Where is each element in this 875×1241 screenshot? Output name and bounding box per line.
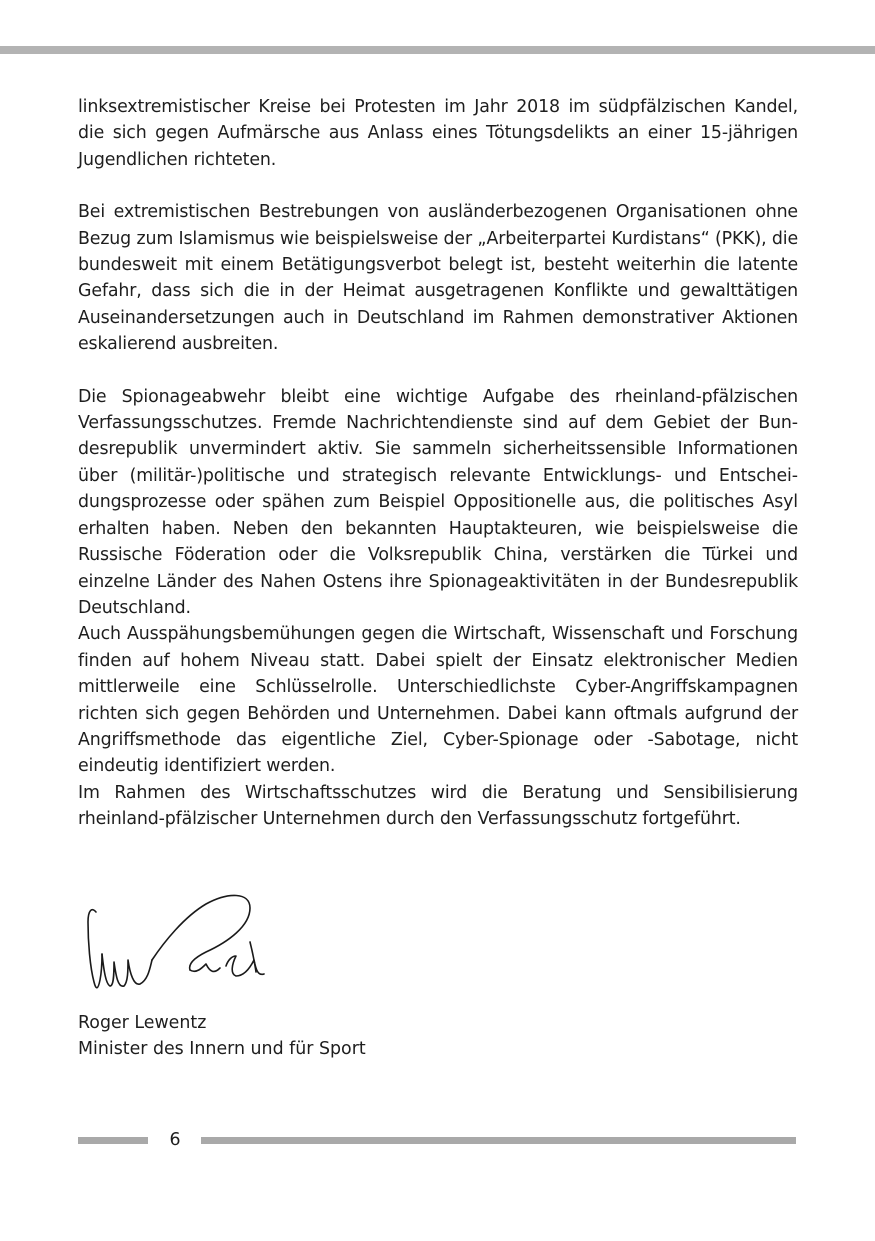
- paragraph-2: Bei extremistischen Bestrebungen von ausländerbezogenen Organisationen ohne Bezug zum Islamismus wie beispielsweise der „Arbeiterpartei Kurdistans“ (PKK), die bundesweit mit einem Betätigungsverbot belegt ist, besteht weiterhin die latente Gefahr, dass sich die in der Heimat ausgetragenen Konflikte und gewalttätigen Auseinandersetzungen auch in Deutschland im Rahmen demonstrativer Aktionen eskalierend ausbreiten.: [78, 202, 798, 355]
- page-number: 6: [169, 1130, 181, 1150]
- paragraph-5: Im Rahmen des Wirtschaftsschutzes wird die Beratung und Sensibilisierung rheinland-pfälzischer Unternehmen durch den Verfassungsschutz fortgeführt.: [78, 782, 798, 830]
- footer-rule-right: [201, 1137, 796, 1144]
- paragraph-4: Auch Ausspähungsbemühungen gegen die Wirtschaft, Wissenschaft und Forschung finden auf hohem Niveau statt. Dabei spielt der Einsatz elektronischer Medien mittlerweile eine Schlüsselrolle. Unterschiedlichste Cyber-Angriffskampagnen richten sich gegen Behörden und Unternehmen. Dabei kann oftmals aufgrund der Angriffsmethode das eigentliche Ziel, Cyber-Spionage oder -Sabotage, nicht eindeutig identifiziert werden.: [78, 624, 798, 777]
- header-rule: [0, 46, 875, 54]
- signer-name: Roger Lewentz: [78, 1013, 207, 1033]
- signer-title: Minister des Innern und für Sport: [78, 1039, 366, 1060]
- body-text: [78, 94, 798, 833]
- signature-image: [78, 882, 278, 1002]
- paragraph-3: Die Spionageabwehr bleibt eine wichtige Aufgabe des rheinland-pfälzischen Verfassungsschutzes. Fremde Nachrichtendienste sind auf dem Gebiet der Bundesrepublik unvermindert aktiv. Sie sammeln sicherheitssensible Informationen über (militär-)politische und strategisch relevante Entwicklungs- und Entscheidungsprozesse oder spähen zum Beispiel Oppositionelle aus, die politisches Asyl erhalten haben. Neben den bekannten Hauptakteuren, wie beispielsweise die Russische Föderation oder die Volksrepublik China, verstärken die Türkei und einzelne Länder des Nahen Ostens ihre Spionageaktivitäten in der Bundesrepublik Deutschland.: [78, 386, 798, 618]
- paragraph-1: linksextremistischer Kreise bei Protesten im Jahr 2018 im südpfälzischen Kandel, die sich gegen Aufmärsche aus Anlass eines Tötungsdelikts an einer 15-jährigen Jugendlichen richteten.: [78, 97, 798, 170]
- signer-block: [78, 1010, 366, 1063]
- footer-rule-left: [78, 1137, 148, 1144]
